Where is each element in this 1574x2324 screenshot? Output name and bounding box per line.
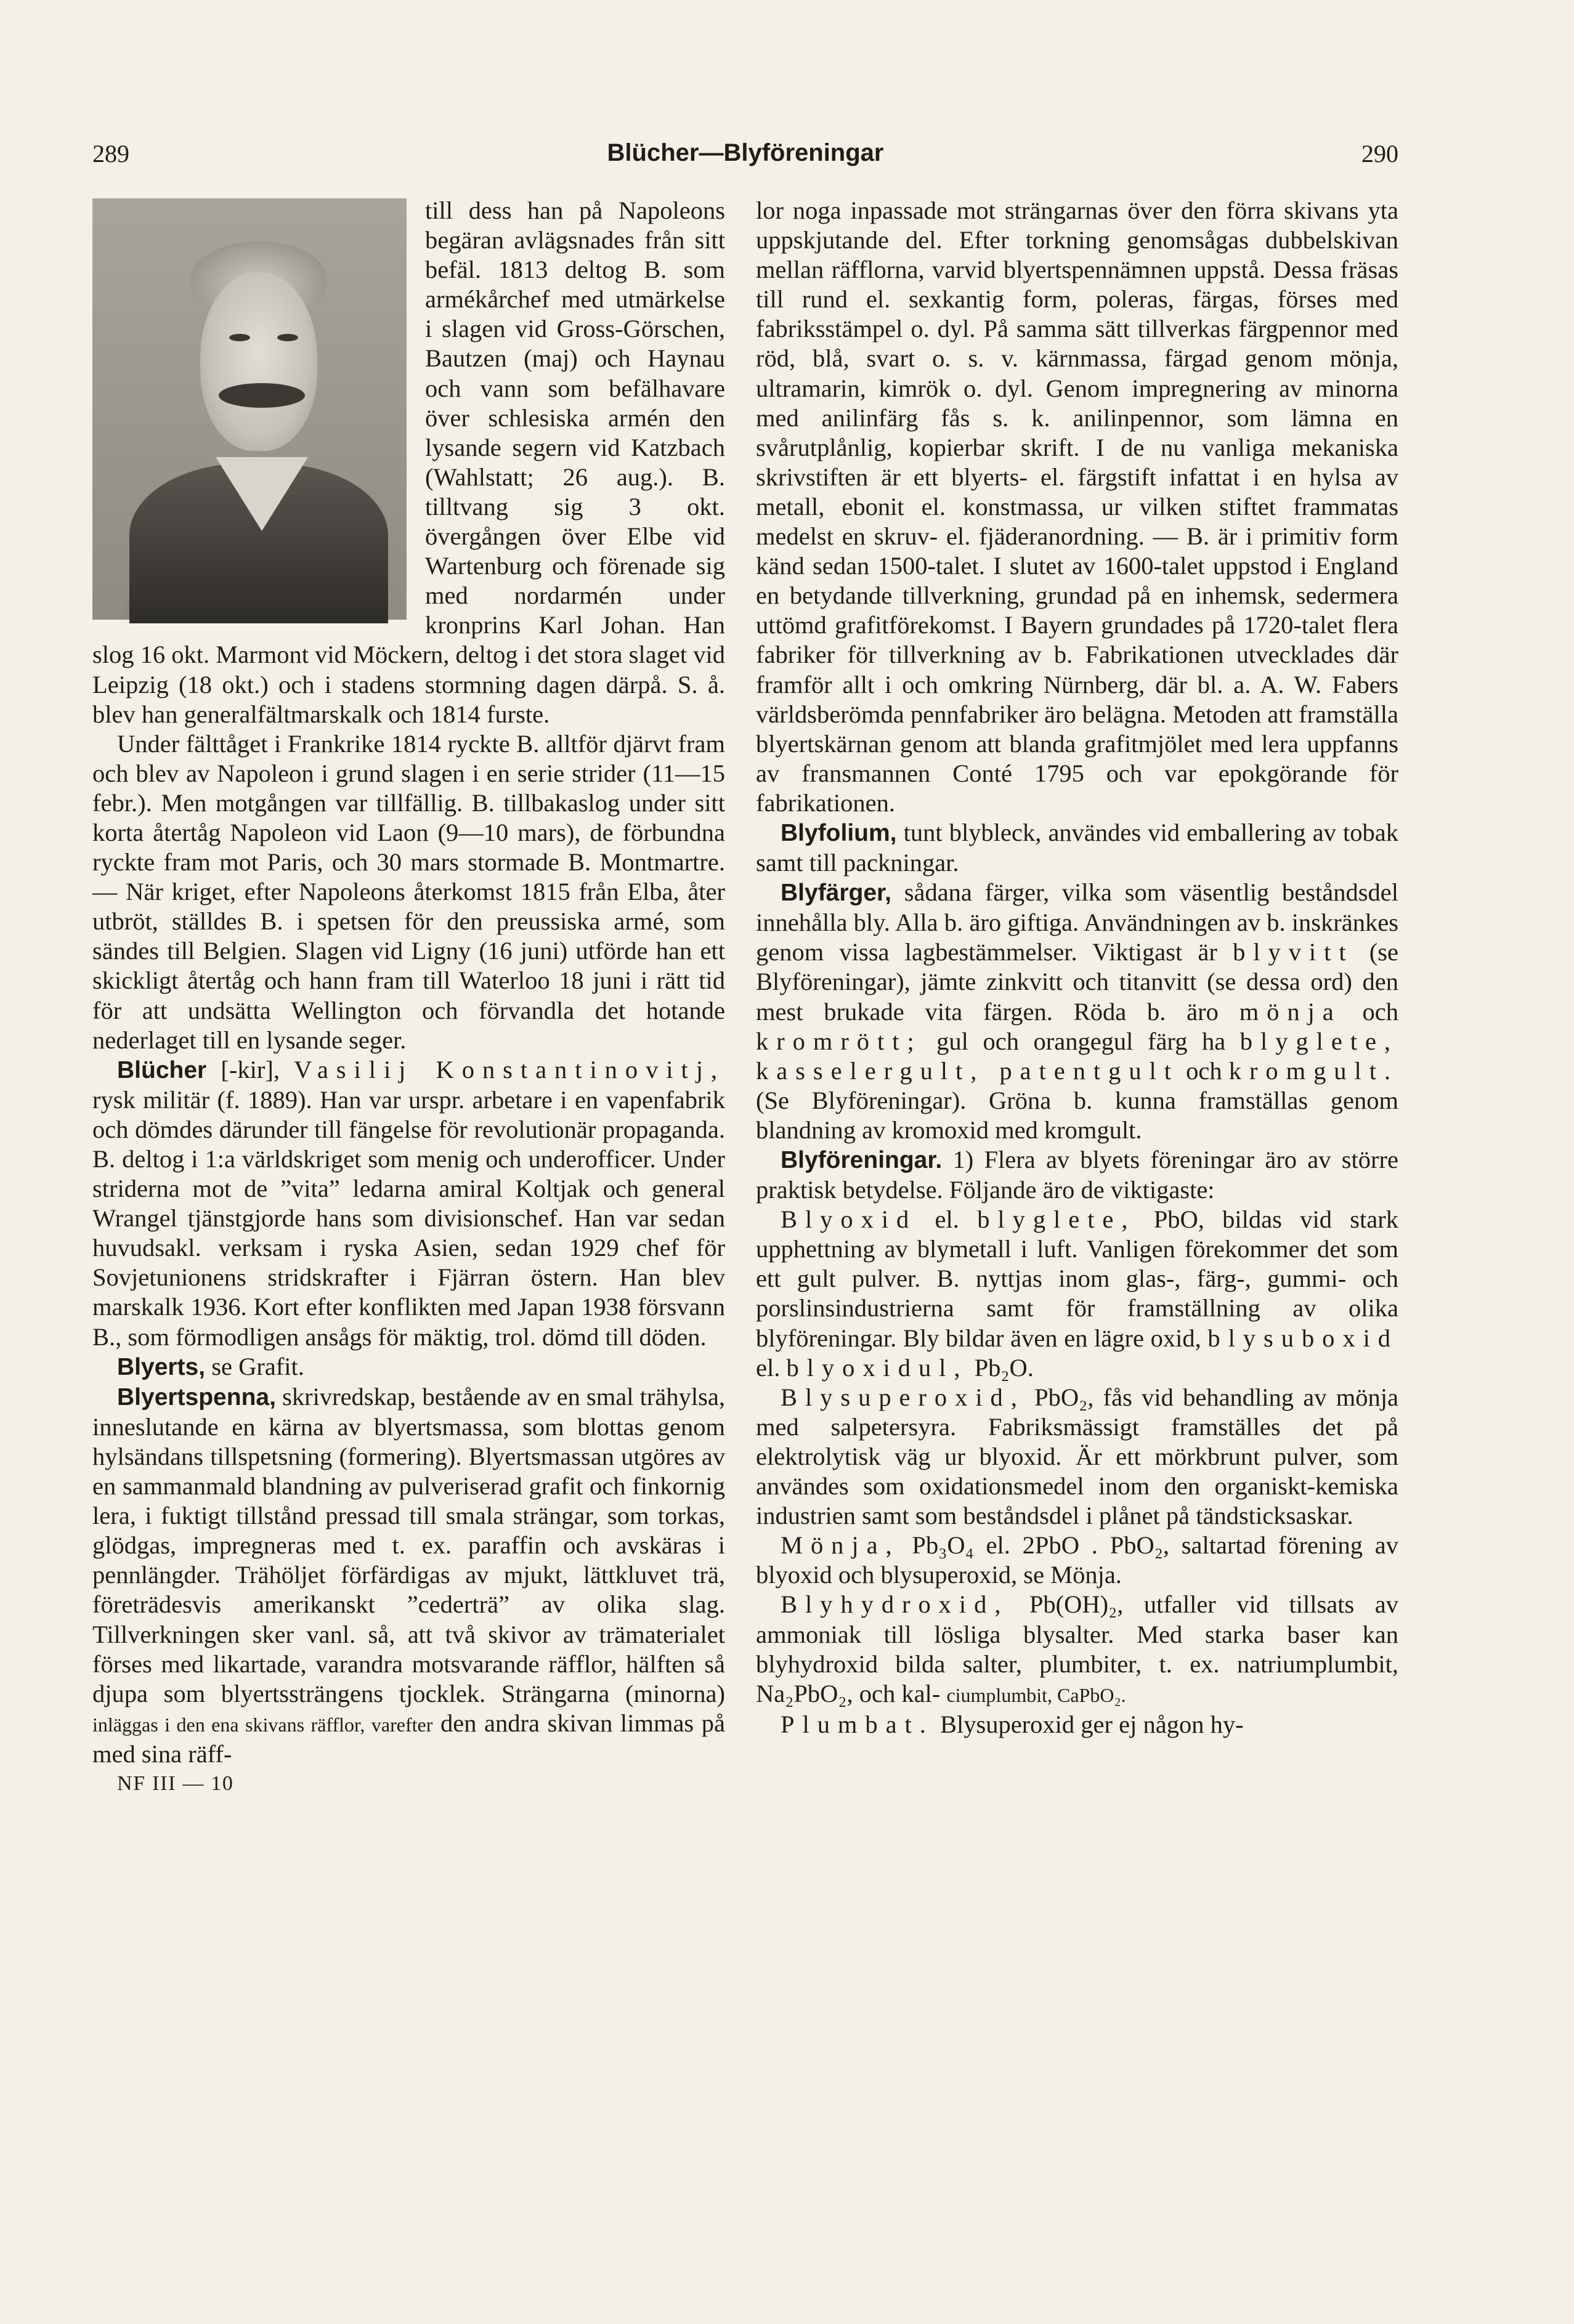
- page-header: [92, 139, 1398, 188]
- portrait-image: [92, 198, 407, 620]
- subentry-blyoxid: Blyoxid el. blyglete, PbO, bildas vid stark upphettning av blymetall i luft. Vanligen förekommer det som ett gult pulver. B. nyttjas inom glas-, färg-, gummi- och porslinsindustrierna samt för framställning av olika blyföreningar. Bly bildar även en lägre oxid, blysuboxid el. blyoxidul, Pb₂O.: [756, 1205, 1398, 1382]
- paragraph-blyertspenna-continued: lor noga inpassade mot strängarnas över den förra skivans yta uppskjutande del. Efter torkning genomsågas dubbelskivan mellan räfflorna, varvid blyertspennämnen uppstå. Dessa fräsas till rund el. sexkantig form, poleras, färgas, förses med fabriksstämpel o. dyl. På samma sätt tillverkas färgpennor med röd, blå, svart o. s. v. kärnmassa, färgad genom mönja, ultramarin, kimrök o. dyl. Genom impregnering av minorna med anilinfärg fås s. k. anilinpennor, som lämna en svårutplånlig, kopierbar skrift. I de nu vanliga mekaniska skrivstiften är ett blyerts- el. färgstift infattat i en hylsa av metall, ebonit el. konstmassa, ur vilken stiftet frammatas medelst en skruv- el. fjäderanordning. — B. är i primitiv form känd sedan 1500-talet. I slutet av 1600-talet uppstod i England en betydande tillverkning, grundad på en inhemsk, sedermera uttömd grafitförekomst. I Bayern grundades på 1720-talet flera fabriker för tillverkning av b. Fabrikationen utvecklades där framför allt i och omkring Nürnberg, där bl. a. A. W. Fabers världsberömda pennfabriker äro belägna. Metoden att framställa blyertskärnan genom att blanda grafitmjölet med lera uppfanns av fransmannen Conté 1795 och var epokgörande för fabrikationen.: [756, 196, 1398, 817]
- entry-blyertspenna: Blyertspenna, skrivredskap, bestående av en smal trähylsa, inneslutande en kärna av blyertsmassa, som blottas genom hylsändans tillspetsning (formering). Blyertsmassan utgöres av en sammanmald blandning av pulveriserad grafit och finkornig lera, i fuktigt tillstånd pressad till smala strängar, som torkas, glödgas, impregneras med t. ex. paraffin och avskäras i pennlängder. Trähöljet förfärdigas av mjukt, lättkluvet trä, företrädesvis amerikanskt ”cederträ” av olika slag. Tillverkningen sker vanl. så, att två skivor av trämaterialet förses med likartade, varandra motsvarande räfflor, hälften så djupa som blyertssträngens tjocklek. Strängarna (minorna) inläggas i den ena skivans räfflor, varefter den andra skivan limmas på med sina räff-: [92, 1382, 726, 1768]
- entry-blyfarger: Blyfärger, sådana färger, vilka som väsentlig beståndsdel innehålla bly. Alla b. äro giftiga. Användningen av b. inskränkes genom vissa lagbestämmelser. Viktigast är blyvitt (se Blyföreningar), jämte zinkvitt och titanvitt (se dessa ord) den mest brukade vita färgen. Röda b. äro mönja och kromrött; gul och orangegul färg ha blyglete, kasselergult, patentgult och kromgult. (Se Blyföreningar). Gröna b. kunna framställas genom blandning av kromoxid med kromgult.: [756, 878, 1398, 1144]
- entry-name-spaced: Vasilij Konstantinovitj,: [294, 1055, 726, 1083]
- portrait-face: [200, 272, 317, 451]
- entry-blyerts: Blyerts, se Grafit.: [117, 1352, 304, 1380]
- portrait-eye-right: [277, 334, 298, 341]
- left-column: [92, 196, 725, 1799]
- page-number-left: 289: [92, 140, 129, 168]
- entry-heading: Blyertspenna,: [117, 1383, 276, 1411]
- entry-heading: Blyföreningar.: [781, 1147, 943, 1173]
- paragraph-blucher-continued: till dess han på Napoleons begäran avlägsnades från sitt befäl. 1813 deltog B. som armékårchef med utmärkelse i slagen vid Gross-Görschen, Bautzen (maj) och Haynau och vann som befälhavare över schlesiska armén den lysande segern vid Katzbach (Wahlstatt; 26 aug.). B. tilltvang sig 3 okt. övergången över Elbe vid Wartenburg och förenade sig med nordarmén under kronprins Karl Johan. Han slog 16 okt. Marmont vid Möckern, deltog i det stora slaget vid Leipzig (18 okt.) och i stadens stormning dagen därpå. S. å. blev han generalfältmarskalk och 1814 furste.: [92, 196, 725, 728]
- subentry-monja: Mönja, Pb₃O₄ el. 2PbO . PbO₂, saltartad förening av blyoxid och blysuperoxid, se Mönja.: [756, 1531, 1398, 1589]
- entry-heading: Blyfolium,: [781, 819, 897, 846]
- subentry-plumbat: Plumbat. Blysuperoxid ger ej någon hy-: [781, 1710, 1244, 1738]
- right-column: [756, 196, 1398, 1739]
- entry-heading: Blyfärger,: [781, 880, 891, 907]
- entry-blyforeningar: Blyföreningar. 1) Flera av blyets föreningar äro av större praktisk betydelse. Följande äro de viktigaste:: [756, 1146, 1398, 1204]
- signature-mark: NF III — 10: [117, 1771, 234, 1795]
- paragraph-blucher-campaign: Under fälttåget i Frankrike 1814 ryckte B. alltför djärvt fram och blev av Napoleon i grund slagen i en serie strider (11—15 febr.). Men motgången var tillfällig. B. tillbakaslog under sitt korta återtåg Napoleon vid Laon (9—10 mars), de förbundna ryckte fram mot Paris, och 30 mars stormade B. Montmartre. — När kriget, efter Napoleons återkomst 1815 från Elba, åter utbröt, ställdes B. i spetsen för den preussiska armé, som sändes till Belgien. Slagen vid Ligny (16 juni) utförde han ett skickligt återtåg och hann fram till Waterloo 18 juni i rätt tid för att undsätta Wellington och förvandla det hotande nederlaget till en lysande seger.: [92, 729, 725, 1054]
- entry-blucher-vasilij: Blücher [-kir], Vasilij Konstantinovitj, rysk militär (f. 1889). Han var urspr. arbetare i en vapenfabrik och dömdes därunder till fängelse för revolutionär propaganda. B. deltog i 1:a världskriget som menig och underofficer. Under striderna mot de ”vita” ledarna amiral Koltjak och general Wrangel tjänstgjorde hans som divisionschef. Han var sedan huvudsakl. verksam i ryska Asien, sedan 1929 chef för Sovjetunionens stridskrafter i Fjärran östern. Han blev marskalk 1936. Kort efter konflikten med Japan 1938 försvann B., som förmodligen ansågs för mäktig, trol. dömd till döden.: [92, 1055, 726, 1351]
- portrait-eye-left: [229, 334, 250, 341]
- subentry-blysuperoxid: Blysuperoxid, PbO₂, fås vid behandling av mönja med salpetersyra. Fabriksmässigt framställes det på elektrolytisk väg ur blyoxid. Är ett mörkbrunt pulver, som användes som oxidationsmedel inom den organiskt-kemiska industrien samt som beståndsdel i plånet på tändsticksaskar.: [756, 1383, 1398, 1530]
- entry-heading: Blücher: [117, 1056, 207, 1083]
- subentry-blyhydroxid: Blyhydroxid, Pb(OH)₂, utfaller vid tillsats av ammoniak till lösliga blysalter. Med starka baser kan blyhydroxid bilda salter, plumbiter, t. ex. natriumplumbit, Na₂PbO₂, och kal- ciumplumbit, CaPbO₂.: [756, 1590, 1398, 1707]
- entry-blyfolium: Blyfolium, tunt blybleck, användes vid emballering av tobak samt till packningar.: [756, 818, 1398, 877]
- entry-heading: Blyerts,: [117, 1353, 206, 1380]
- running-title: Blücher—Blyföreningar: [607, 139, 884, 166]
- page-number-right: 290: [1361, 140, 1398, 168]
- portrait-moustache: [219, 383, 305, 408]
